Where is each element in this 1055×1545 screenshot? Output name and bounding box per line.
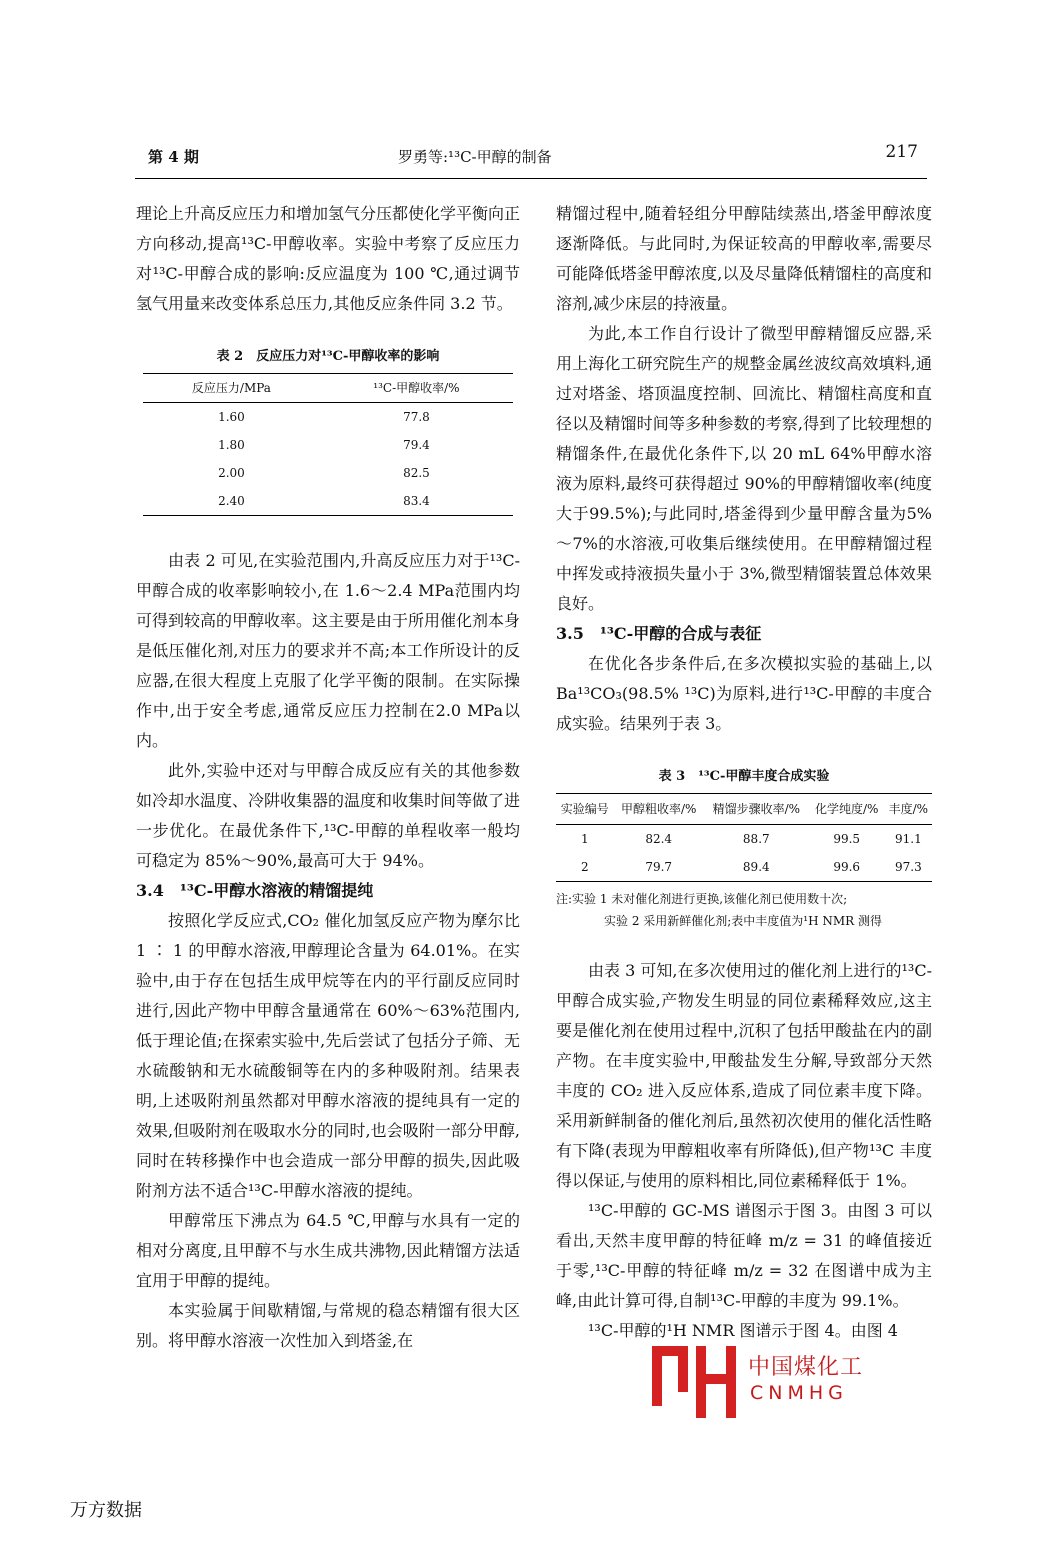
paragraph: 甲醇常压下沸点为 64.5 ℃,甲醇与水具有一定的相对分离度,且甲醇不与水生成共沸物,因此精馏方法适宜用于甲醇的提纯。 [136,1211,520,1290]
paragraph: 精馏过程中,随着轻组分甲醇陆续蒸出,塔釜甲醇浓度逐渐降低。与此同时,为保证较高的甲醇收率,需要尽可能降低塔釜甲醇浓度,以及尽量降低精馏柱的高度和溶剂,减少床层的持液量。 [556,204,932,313]
paragraph: 在优化各步条件后,在多次模拟实验的基础上,以 Ba¹³CO₃(98.5% ¹³C)为原料,进行¹³C-甲醇的丰度合成实验。结果列于表 3。 [556,654,932,733]
section-heading-3-4: 3.4 ¹³C-甲醇水溶液的精馏提纯 [136,881,374,900]
table-cell: 2.00 [218,466,245,480]
table-cell: 99.6 [809,853,885,882]
paragraph: 由表 3 可知,在多次使用过的催化剂上进行的¹³C-甲醇合成实验,产物发生明显的同位素稀释效应,这主要是催化剂在使用过程中,沉积了包括甲酸盐在内的副产物。在丰度实验中,甲酸盐发生分解,导致部分天然丰度的 CO₂ 进入反应体系,造成了同位素丰度下降。采用新鲜制备的催化剂后,虽然初次使用的催化活性略有下降(表现为甲醇粗收率有所降低),但产物¹³C 丰度得以保证,与使用的原料相比,同位素稀释低于 1%。 [556,961,932,1190]
table-cell: 2 [556,853,614,882]
table3-caption: 表 3 ¹³C-甲醇丰度合成实验 [658,769,830,784]
table-header-cell: 反应压力/MPa [143,374,320,403]
watermark-logo [648,1338,863,1424]
table3-note [556,888,932,932]
table-cell: 83.4 [320,487,513,516]
table-cell: 79.4 [403,438,430,452]
table-header-row [556,794,932,825]
table-cell: 1.60 [218,410,245,424]
table-cell: 1 [580,832,589,846]
paragraph: 本实验属于间歇精馏,与常规的稳态精馏有很大区别。将甲醇水溶液一次性加入到塔釜,在 [136,1301,520,1350]
paragraph: 为此,本工作自行设计了微型甲醇精馏反应器,采用上海化工研究院生产的规整金属丝波纹高效填料,通过对塔釜、塔顶温度控制、回流比、精馏柱高度和直径以及精馏时间等多种参数的考察,得到了比较理想的精馏条件,在最优化条件下,以 20 mL 64%甲醇水溶液为原料,最终可获得超过 90%的甲醇精馏收率(纯度大于99.5%);与此同时,塔釜得到少量甲醇含量为5%～7%的水溶液,可收集后继续使用。在甲醇精馏过程中挥发或持液损失量小于 3%,微型精馏装置总体效果良好。 [556,324,932,613]
table-row [143,459,513,487]
note-line: 实验 2 采用新鲜催化剂;表中丰度值为¹H NMR 测得 [604,914,883,928]
table-row [143,403,513,432]
table-cell: 82.5 [403,466,430,480]
paragraph: ¹³C-甲醇的¹H NMR 图谱示于图 4。由图 4 [588,1321,898,1340]
table-header-cell: ¹³C-甲醇收率/% [320,374,513,403]
table-cell: 79.7 [614,853,704,882]
table-header-cell: 甲醇粗收率/% [614,794,704,825]
table-cell: 77.8 [403,410,430,424]
section-heading-3-5: 3.5 ¹³C-甲醇的合成与表征 [556,624,762,643]
table-header-cell: 精馏步骤收率/% [704,794,809,825]
table-cell: 82.4 [645,832,673,846]
header-rule [135,178,927,179]
table-cell: 89.4 [704,853,809,882]
watermark-brand-cn: 中国煤化工 [748,1350,863,1381]
table2 [143,373,513,516]
footer-source: 万方数据 [70,1500,142,1521]
table2-caption: 表 2 反应压力对¹³C-甲醇收率的影响 [216,349,440,364]
table-cell: 97.3 [885,853,932,882]
cnmhg-logo-icon [648,1338,748,1424]
table-cell: 1.80 [218,438,245,452]
table-row [556,825,932,854]
left-column [136,199,520,1356]
page-header [148,142,918,176]
table-header-cell: 丰度/% [885,794,932,825]
table-row [556,853,932,882]
table-row [143,431,513,459]
table-row [143,487,513,516]
table-header-row [143,374,513,403]
table-header-cell: 化学纯度/% [809,794,885,825]
table3 [556,793,932,882]
paragraph: 由表 2 可见,在实验范围内,升高反应压力对于¹³C-甲醇合成的收率影响较小,在 1.6～2.4 MPa范围内均可得到较高的甲醇收率。这主要是由于所用催化剂本身是低压催化剂,对压力的要求并不高;本工作所设计的反应器,在很大程度上克服了化学平衡的限制。在实际操作中,出于安全考虑,通常反应压力控制在2.0 MPa以内。 [136,551,521,750]
note-line: 注:实验 1 未对催化剂进行更换,该催化剂已使用数十次; [556,892,848,906]
issue-label: 第 4 期 [148,148,199,166]
running-title: 罗勇等:¹³C-甲醇的制备 [398,148,552,166]
paragraph: ¹³C-甲醇的 GC-MS 谱图示于图 3。由图 3 可以看出,天然丰度甲醇的特征峰 m/z = 31 的峰值接近于零,¹³C-甲醇的特征峰 m/z = 32 在图谱中成为主峰,由此计算可得,自制¹³C-甲醇的丰度为 99.1%。 [556,1201,932,1310]
paragraph: 此外,实验中还对与甲醇合成反应有关的其他参数如冷却水温度、冷阱收集器的温度和收集时间等做了进一步优化。在最优条件下,¹³C-甲醇的单程收率一般均可稳定为 85%～90%,最高可大于 94%。 [136,761,521,870]
table-cell: 99.5 [833,832,861,846]
watermark-brand-en: CNMHG [750,1382,848,1404]
paragraph: 按照化学反应式,CO₂ 催化加氢反应产物为摩尔比 1 ∶ 1 的甲醇水溶液,甲醇理论含量为 64.01%。在实验中,由于存在包括生成甲烷等在内的平行副反应同时进行,因此产物中甲醇含量通常在 60%～63%范围内,低于理论值;在探索实验中,先后尝试了包括分子筛、无水硫酸钠和无水硫酸铜等在内的多种吸附剂。结果表明,上述吸附剂虽然都对甲醇水溶液的提纯具有一定的效果,但吸附剂在吸取水分的同时,也会吸附一部分甲醇,同时在转移操作中也会造成一部分甲醇的损失,因此吸附剂方法不适合¹³C-甲醇水溶液的提纯。 [136,911,520,1200]
page-number: 217 [885,142,918,162]
table-cell: 88.7 [742,832,770,846]
table-cell: 91.1 [894,832,922,846]
right-column [556,199,932,1346]
table-cell: 2.40 [143,487,320,516]
paragraph: 理论上升高反应压力和增加氢气分压都使化学平衡向正方向移动,提高¹³C-甲醇收率。实验中考察了反应压力对¹³C-甲醇合成的影响:反应温度为 100 ℃,通过调节氢气用量来改变体系总压力,其他反应条件同 3.2 节。 [136,204,521,313]
table-header-cell: 实验编号 [556,794,614,825]
